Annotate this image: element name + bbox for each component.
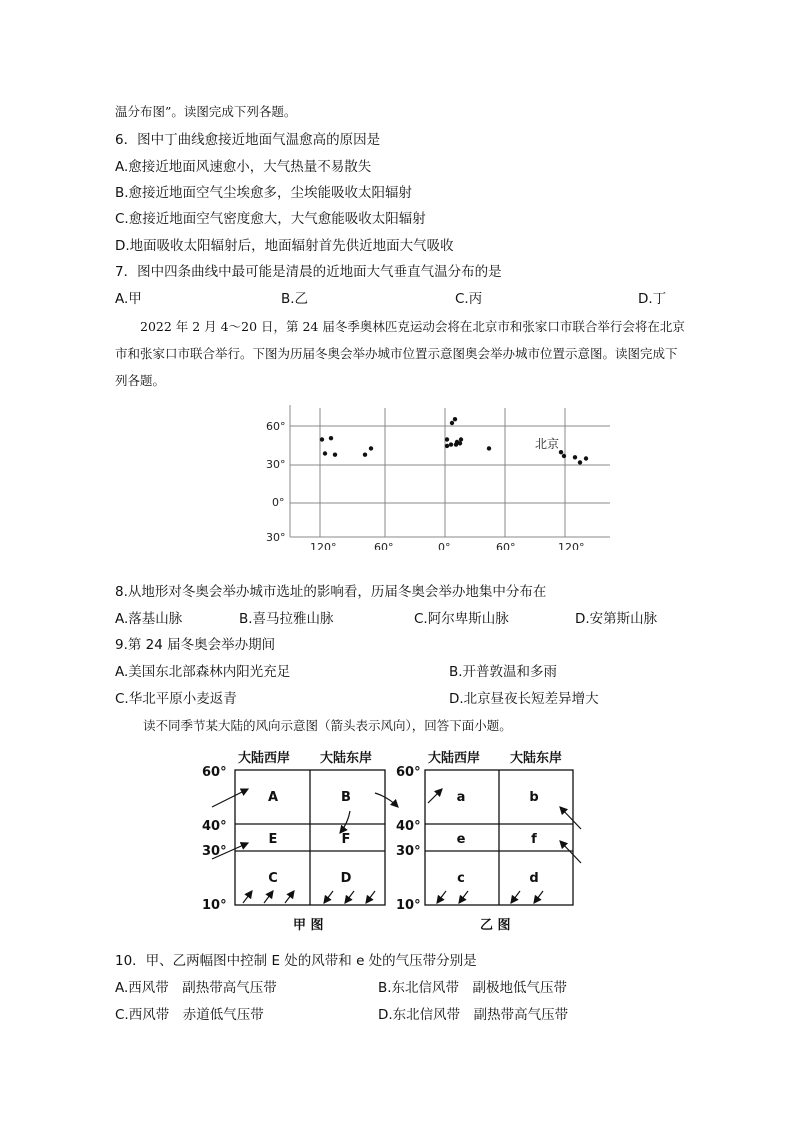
q7-option-c: C.丙 [455,291,483,307]
wind-arrow [340,811,350,833]
q10-option-b: B.东北信风带 副极地低气压带 [378,980,568,996]
host-city-dot [449,442,453,446]
q8-option-b: B.喜马拉雅山脉 [239,611,334,627]
lat-label-right: 40° [396,819,421,834]
left-header-east: 大陆东岸 [320,751,373,766]
host-city-dot [329,436,333,440]
right-grid [425,770,573,905]
q7-option-b: B.乙 [281,291,309,307]
cell-label-a: a [456,790,466,805]
q6-option-c: C.愈接近地面空气密度愈大，大气愈能吸收太阳辐射 [115,211,426,227]
q10-stem: 10．甲、乙两幅图中控制 E 处的风带和 e 处的气压带分别是 [115,953,477,969]
host-city-dot [559,450,563,454]
q6-option-d: D.地面吸收太阳辐射后，地面辐射首先供近地面大气吸收 [115,238,454,254]
left-caption: 甲 图 [293,918,324,933]
cell-label-E: E [268,832,278,847]
y-tick-label: 0° [272,496,285,509]
host-city-map [260,405,620,550]
left-header-west: 大陆西岸 [238,751,291,766]
cell-label-e: e [456,832,466,847]
host-city-dot [363,453,367,457]
q6-option-b: B.愈接近地面空气尘埃愈多，尘埃能吸收太阳辐射 [115,185,413,201]
lat-label-left: 40° [202,819,227,834]
q6-stem: 6．图中丁曲线愈接近地面气温愈高的原因是 [115,132,381,148]
q9-option-c: C.华北平原小麦返青 [115,691,237,707]
q7-option-d: D.丁 [638,291,667,307]
host-city-dot [453,417,457,421]
wind-arrow [285,891,294,903]
wind-arrow [560,807,581,829]
host-city-dot [573,455,577,459]
lat-label-left: 30° [202,844,227,859]
q9-stem: 9.第 24 届冬奥会举办期间 [115,637,276,653]
wind-arrow [243,891,252,903]
cell-label-B: B [341,790,351,805]
q8-stem: 8.从地形对冬奥会举办城市选址的影响看，历届冬奥会举办地集中分布在 [115,584,547,600]
wind-arrow [428,789,442,803]
host-city-dot [459,437,463,441]
x-tick-label: 60° [496,541,516,550]
q7-option-a: A.甲 [115,291,142,307]
cell-label-D: D [340,871,352,886]
wind-arrow [264,891,273,903]
cell-label-C: C [268,871,278,886]
host-city-dot [445,437,449,441]
cell-label-d: d [529,871,539,886]
beijing-label: 北京 [535,437,560,451]
host-city-dot [333,453,337,457]
cell-label-A: A [267,790,279,805]
x-tick-label: 60° [374,541,394,550]
wind-arrow [324,891,333,903]
wind-arrow [560,841,581,863]
right-caption: 乙 图 [480,918,511,933]
q8-option-a: A.落基山脉 [115,611,183,627]
right-header-east: 大陆东岸 [510,751,563,766]
host-city-dot [323,451,327,455]
host-city-dot [450,421,454,425]
wind-arrow [375,793,398,807]
y-tick-label: 60° [266,420,286,433]
host-city-dot [487,446,491,450]
wind-arrow [437,891,446,903]
x-tick-label: 0° [438,541,451,550]
q6-option-a: A.愈接近地面风速愈小，大气热量不易散失 [115,159,372,175]
host-city-dot [458,441,462,445]
q7-stem: 7．图中四条曲线中最可能是清晨的近地面大气垂直气温分布的是 [115,264,502,280]
q10-option-d: D.东北信风带 副热带高气压带 [378,1007,569,1023]
left-grid [235,770,385,905]
lat-label-right: 60° [396,765,421,780]
host-city-dot [578,460,582,464]
passage-olympics: 2022 年 2 月 4～20 日，第 24 届冬季奥林匹克运动会将在北京市和张家口市联合举行会将在北京市和张家口市联合举行。下图为历届冬奥会举办城市位置示意图奥会举办城市位置示意图。读图完成下列各题。 [115,319,685,388]
x-tick-label: 120° [558,541,585,550]
host-city-dot [584,456,588,460]
map-grid [290,405,610,537]
x-tick-label: 120° [310,541,337,550]
lat-label-right: 10° [396,898,421,913]
lat-label-left: 60° [202,765,227,780]
intro-tail: 温分布图”。读图完成下列各题。 [115,104,297,119]
cell-label-f: f [531,832,537,847]
host-city-dot [320,437,324,441]
wind-arrow [511,891,520,903]
cell-label-b: b [529,790,539,805]
q9-option-d: D.北京昼夜长短差异增大 [449,691,599,707]
q9-option-a: A.美国东北部森林内阳光充足 [115,664,291,680]
q9-option-b: B.开普敦温和多雨 [449,664,558,680]
wind-arrow [345,891,354,903]
y-tick-label: 30° [266,458,286,471]
lat-label-left: 10° [202,898,227,913]
wind-arrow [534,891,543,903]
cell-label-F: F [341,832,351,847]
host-city-dot [369,446,373,450]
wind-arrow [212,789,248,807]
right-header-west: 大陆西岸 [428,751,481,766]
wind-arrow [366,891,375,903]
lat-label-right: 30° [396,844,421,859]
q10-option-a: A.西风带 副热带高气压带 [115,980,277,996]
wind-arrow [459,891,468,903]
host-city-dot [445,444,449,448]
wind-direction-diagram [200,745,620,935]
passage-wind: 读不同季节某大陆的风向示意图（箭头表示风向），回答下面小题。 [143,718,512,733]
q8-option-c: C.阿尔卑斯山脉 [414,611,509,627]
q8-option-d: D.安第斯山脉 [575,611,658,627]
cell-label-c: c [457,871,465,886]
q10-option-c: C.西风带 赤道低气压带 [115,1007,264,1023]
host-city-dot [562,454,566,458]
y-tick-label: 30° [266,531,286,544]
